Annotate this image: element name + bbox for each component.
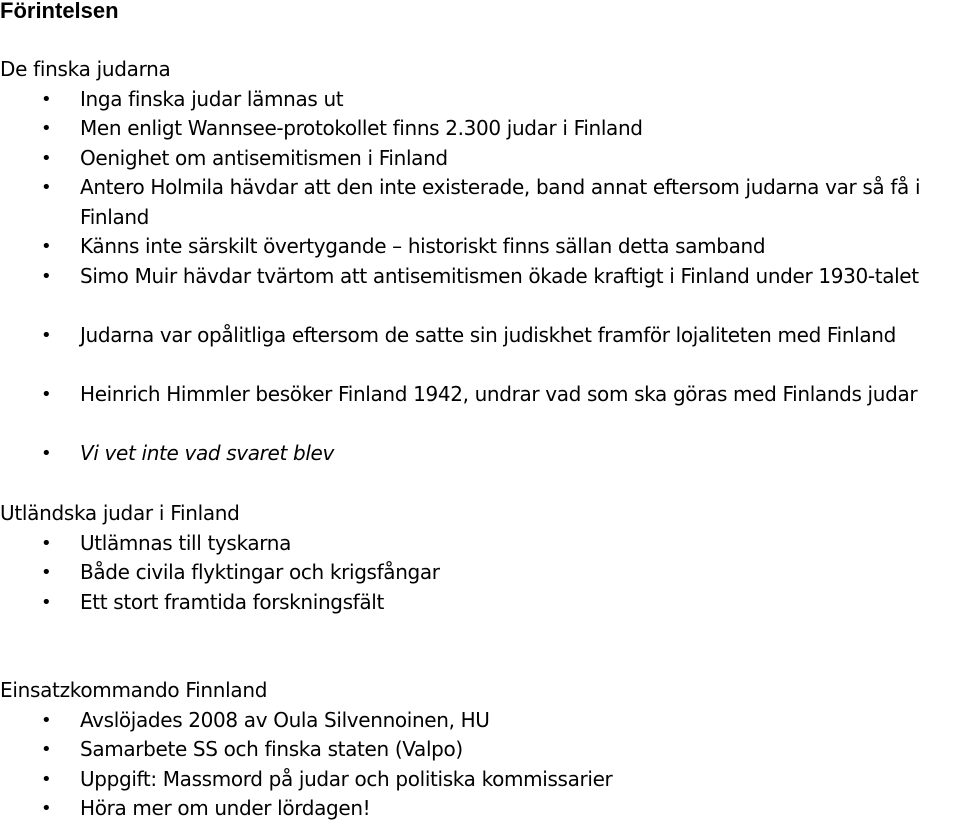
list-item-text: Inga finska judar lämnas ut bbox=[80, 87, 344, 111]
bullet-icon: • bbox=[41, 89, 52, 110]
list-item-text: Ett stort framtida forskningsfält bbox=[80, 590, 384, 614]
list-item bbox=[41, 706, 960, 736]
bullet-icon: • bbox=[41, 177, 52, 198]
list-item-text: Simo Muir hävdar tvärtom att antisemitismen ökade kraftigt i Finland under 1930-talet bbox=[80, 264, 919, 288]
list-item-text: Samarbete SS och finska staten (Valpo) bbox=[80, 737, 463, 761]
list-item bbox=[41, 558, 960, 588]
list-item bbox=[41, 144, 960, 174]
list-item bbox=[41, 794, 960, 824]
list-item bbox=[41, 588, 960, 618]
list-item bbox=[41, 321, 960, 351]
bullet-icon: • bbox=[41, 562, 52, 583]
list-item-text: Vi vet inte vad svaret blev bbox=[80, 441, 334, 465]
list-item-text: Uppgift: Massmord på judar och politiska kommissarier bbox=[80, 767, 613, 791]
bullet-icon: • bbox=[41, 266, 52, 287]
section-heading-einsatzkommando: Einsatzkommando Finnland bbox=[0, 678, 268, 702]
document-title: Förintelsen bbox=[0, 0, 119, 23]
bullet-icon: • bbox=[41, 769, 52, 790]
bullet-icon: • bbox=[41, 533, 52, 554]
list-item bbox=[41, 114, 960, 144]
list-item-text: Både civila flyktingar och krigsfångar bbox=[80, 560, 440, 584]
list-item bbox=[41, 439, 960, 469]
list-item bbox=[41, 380, 960, 410]
bullet-icon: • bbox=[41, 798, 52, 819]
bullet-icon: • bbox=[41, 739, 52, 760]
list-item-text: Judarna var opålitliga eftersom de satte sin judiskhet framför lojaliteten med Finland bbox=[80, 323, 896, 347]
list-item-text: Heinrich Himmler besöker Finland 1942, undrar vad som ska göras med Finlands judar bbox=[80, 382, 918, 406]
list-item-text: Känns inte särskilt övertygande – historiskt finns sällan detta samband bbox=[80, 234, 766, 258]
bullet-icon: • bbox=[41, 384, 52, 405]
bullet-icon: • bbox=[41, 236, 52, 257]
section-heading-finska-judarna: De finska judarna bbox=[0, 57, 171, 81]
bullet-icon: • bbox=[41, 592, 52, 613]
list-item-text: Utlämnas till tyskarna bbox=[80, 531, 292, 555]
bullet-icon: • bbox=[41, 325, 52, 346]
list-item-text: Avslöjades 2008 av Oula Silvennoinen, HU bbox=[80, 708, 490, 732]
bullet-icon: • bbox=[41, 710, 52, 731]
bullet-icon: • bbox=[41, 148, 52, 169]
list-item bbox=[41, 262, 960, 292]
list-item-text: Oenighet om antisemitismen i Finland bbox=[80, 146, 448, 170]
list-item bbox=[41, 232, 960, 262]
list-item-text: Antero Holmila hävdar att den inte existerade, band annat eftersom judarna var så få i Finland bbox=[80, 175, 921, 229]
bullet-icon: • bbox=[41, 118, 52, 139]
bullet-icon: • bbox=[41, 443, 52, 464]
section-heading-utlandska-judar: Utländska judar i Finland bbox=[0, 501, 240, 525]
list-item bbox=[41, 529, 960, 559]
list-item bbox=[41, 735, 960, 765]
list-item bbox=[41, 173, 960, 232]
list-item-text: Höra mer om under lördagen! bbox=[80, 796, 371, 820]
list-item bbox=[41, 85, 960, 115]
list-item bbox=[41, 765, 960, 795]
list-item-text: Men enligt Wannsee-protokollet finns 2.300 judar i Finland bbox=[80, 116, 643, 140]
